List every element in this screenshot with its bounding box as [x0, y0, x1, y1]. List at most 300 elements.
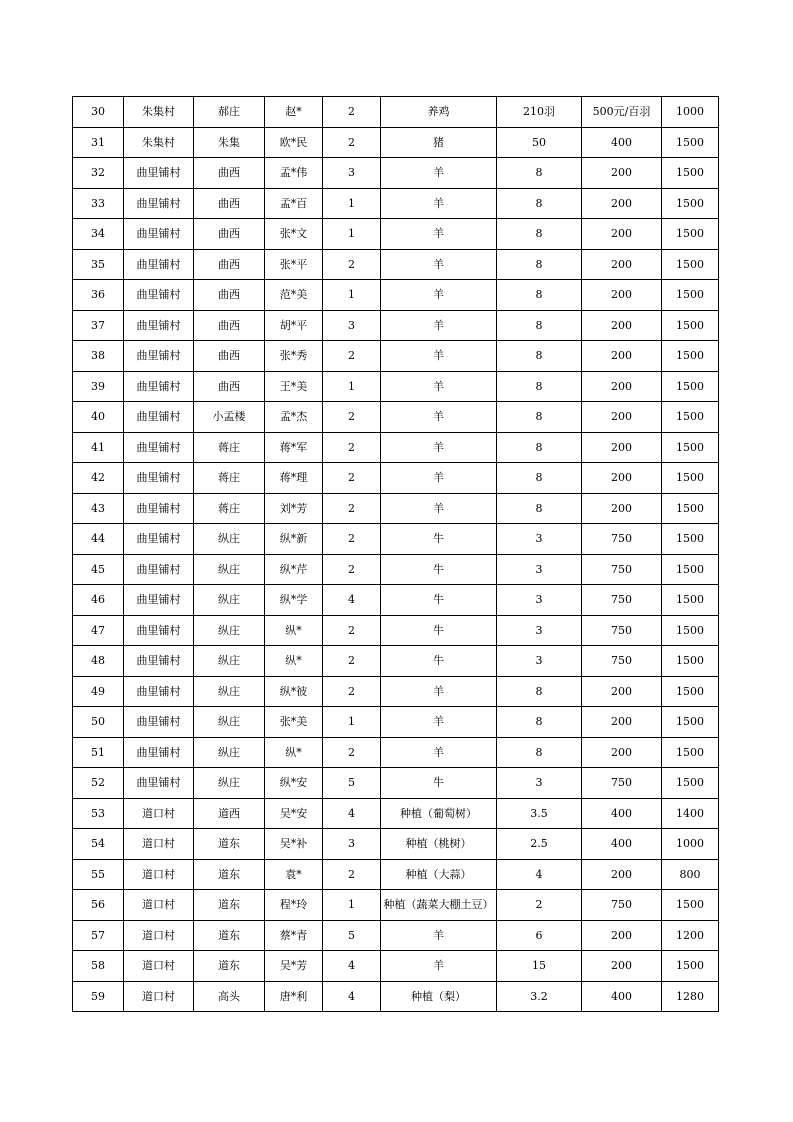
- cell-hamlet: 道西: [194, 798, 265, 829]
- cell-unit-price: 200: [582, 737, 662, 768]
- cell-household-size: 3: [323, 829, 381, 860]
- cell-quantity: 3: [497, 768, 582, 799]
- cell-unit-price: 200: [582, 371, 662, 402]
- cell-row-number: 49: [73, 676, 124, 707]
- cell-village: 曲里铺村: [124, 707, 194, 738]
- table-row: [73, 676, 719, 707]
- cell-quantity: 8: [497, 310, 582, 341]
- data-table: [72, 96, 719, 1012]
- cell-household-size: 2: [323, 646, 381, 677]
- cell-village: 曲里铺村: [124, 341, 194, 372]
- table-row: [73, 646, 719, 677]
- cell-row-number: 40: [73, 402, 124, 433]
- cell-unit-price: 750: [582, 585, 662, 616]
- cell-unit-price: 750: [582, 615, 662, 646]
- cell-household-size: 2: [323, 859, 381, 890]
- cell-person-name: 孟*伟: [265, 158, 323, 189]
- table-row: [73, 97, 719, 128]
- cell-industry-type: 牛: [381, 554, 497, 585]
- cell-row-number: 48: [73, 646, 124, 677]
- cell-industry-type: 羊: [381, 920, 497, 951]
- cell-hamlet: 道东: [194, 920, 265, 951]
- cell-row-number: 56: [73, 890, 124, 921]
- cell-quantity: 210羽: [497, 97, 582, 128]
- cell-village: 道口村: [124, 829, 194, 860]
- cell-village: 道口村: [124, 951, 194, 982]
- cell-industry-type: 羊: [381, 463, 497, 494]
- cell-amount: 1500: [662, 341, 719, 372]
- cell-industry-type: 羊: [381, 341, 497, 372]
- cell-hamlet: 朱集: [194, 127, 265, 158]
- cell-row-number: 52: [73, 768, 124, 799]
- cell-amount: 1500: [662, 768, 719, 799]
- cell-person-name: 欧*民: [265, 127, 323, 158]
- cell-unit-price: 200: [582, 951, 662, 982]
- cell-unit-price: 200: [582, 341, 662, 372]
- cell-amount: 1000: [662, 97, 719, 128]
- table-row: [73, 554, 719, 585]
- cell-industry-type: 羊: [381, 158, 497, 189]
- cell-quantity: 2: [497, 890, 582, 921]
- cell-hamlet: 曲西: [194, 219, 265, 250]
- cell-household-size: 1: [323, 219, 381, 250]
- cell-row-number: 37: [73, 310, 124, 341]
- cell-industry-type: 羊: [381, 280, 497, 311]
- cell-quantity: 3: [497, 554, 582, 585]
- table-row: [73, 951, 719, 982]
- cell-village: 曲里铺村: [124, 646, 194, 677]
- cell-household-size: 1: [323, 890, 381, 921]
- cell-quantity: 8: [497, 463, 582, 494]
- table-row: [73, 920, 719, 951]
- cell-unit-price: 200: [582, 158, 662, 189]
- cell-person-name: 吴*补: [265, 829, 323, 860]
- cell-row-number: 38: [73, 341, 124, 372]
- cell-household-size: 2: [323, 493, 381, 524]
- cell-industry-type: 羊: [381, 310, 497, 341]
- cell-quantity: 3: [497, 646, 582, 677]
- table-row: [73, 402, 719, 433]
- cell-village: 道口村: [124, 920, 194, 951]
- cell-village: 道口村: [124, 981, 194, 1012]
- cell-village: 朱集村: [124, 127, 194, 158]
- cell-quantity: 3.2: [497, 981, 582, 1012]
- cell-row-number: 39: [73, 371, 124, 402]
- cell-hamlet: 纵庄: [194, 585, 265, 616]
- cell-person-name: 范*美: [265, 280, 323, 311]
- table-row: [73, 707, 719, 738]
- cell-hamlet: 道东: [194, 859, 265, 890]
- cell-household-size: 5: [323, 920, 381, 951]
- table-row: [73, 432, 719, 463]
- cell-hamlet: 纵庄: [194, 524, 265, 555]
- cell-unit-price: 500元/百羽: [582, 97, 662, 128]
- cell-unit-price: 750: [582, 524, 662, 555]
- cell-amount: 1500: [662, 127, 719, 158]
- cell-industry-type: 羊: [381, 371, 497, 402]
- cell-person-name: 蔡*青: [265, 920, 323, 951]
- cell-household-size: 1: [323, 188, 381, 219]
- cell-person-name: 王*美: [265, 371, 323, 402]
- cell-amount: 1500: [662, 188, 719, 219]
- cell-row-number: 36: [73, 280, 124, 311]
- cell-unit-price: 200: [582, 249, 662, 280]
- cell-hamlet: 道东: [194, 951, 265, 982]
- cell-quantity: 8: [497, 280, 582, 311]
- cell-household-size: 2: [323, 341, 381, 372]
- cell-industry-type: 羊: [381, 493, 497, 524]
- cell-household-size: 2: [323, 737, 381, 768]
- cell-unit-price: 200: [582, 463, 662, 494]
- cell-hamlet: 曲西: [194, 158, 265, 189]
- cell-village: 曲里铺村: [124, 585, 194, 616]
- cell-industry-type: 种植（大蒜）: [381, 859, 497, 890]
- cell-amount: 1500: [662, 371, 719, 402]
- cell-village: 曲里铺村: [124, 737, 194, 768]
- cell-amount: 1280: [662, 981, 719, 1012]
- cell-unit-price: 750: [582, 646, 662, 677]
- cell-household-size: 2: [323, 402, 381, 433]
- cell-village: 道口村: [124, 859, 194, 890]
- cell-row-number: 41: [73, 432, 124, 463]
- table-row: [73, 768, 719, 799]
- cell-amount: 800: [662, 859, 719, 890]
- cell-quantity: 3: [497, 585, 582, 616]
- table-row: [73, 981, 719, 1012]
- cell-person-name: 纵*: [265, 646, 323, 677]
- cell-person-name: 孟*百: [265, 188, 323, 219]
- cell-person-name: 纵*: [265, 737, 323, 768]
- cell-village: 曲里铺村: [124, 371, 194, 402]
- cell-person-name: 张*美: [265, 707, 323, 738]
- cell-unit-price: 200: [582, 219, 662, 250]
- cell-unit-price: 400: [582, 829, 662, 860]
- cell-village: 曲里铺村: [124, 524, 194, 555]
- cell-row-number: 31: [73, 127, 124, 158]
- cell-village: 曲里铺村: [124, 280, 194, 311]
- cell-person-name: 张*文: [265, 219, 323, 250]
- cell-row-number: 46: [73, 585, 124, 616]
- cell-household-size: 2: [323, 676, 381, 707]
- cell-village: 曲里铺村: [124, 768, 194, 799]
- cell-household-size: 4: [323, 981, 381, 1012]
- cell-unit-price: 200: [582, 402, 662, 433]
- cell-hamlet: 纵庄: [194, 646, 265, 677]
- cell-person-name: 纵*安: [265, 768, 323, 799]
- cell-amount: 1500: [662, 890, 719, 921]
- cell-row-number: 32: [73, 158, 124, 189]
- table-row: [73, 859, 719, 890]
- cell-hamlet: 道东: [194, 890, 265, 921]
- cell-quantity: 8: [497, 219, 582, 250]
- cell-row-number: 43: [73, 493, 124, 524]
- cell-hamlet: 小孟楼: [194, 402, 265, 433]
- cell-amount: 1500: [662, 951, 719, 982]
- cell-row-number: 53: [73, 798, 124, 829]
- cell-household-size: 2: [323, 127, 381, 158]
- table-row: [73, 341, 719, 372]
- cell-village: 朱集村: [124, 97, 194, 128]
- cell-person-name: 吴*安: [265, 798, 323, 829]
- cell-hamlet: 蒋庄: [194, 493, 265, 524]
- cell-unit-price: 200: [582, 676, 662, 707]
- cell-hamlet: 曲西: [194, 310, 265, 341]
- cell-amount: 1500: [662, 707, 719, 738]
- cell-unit-price: 400: [582, 798, 662, 829]
- cell-village: 曲里铺村: [124, 493, 194, 524]
- cell-row-number: 35: [73, 249, 124, 280]
- table-row: [73, 371, 719, 402]
- cell-industry-type: 养鸡: [381, 97, 497, 128]
- cell-unit-price: 750: [582, 890, 662, 921]
- table-row: [73, 615, 719, 646]
- cell-quantity: 2.5: [497, 829, 582, 860]
- cell-hamlet: 纵庄: [194, 768, 265, 799]
- cell-industry-type: 羊: [381, 249, 497, 280]
- cell-household-size: 2: [323, 97, 381, 128]
- cell-person-name: 唐*利: [265, 981, 323, 1012]
- cell-industry-type: 羊: [381, 432, 497, 463]
- cell-person-name: 赵*: [265, 97, 323, 128]
- cell-unit-price: 200: [582, 859, 662, 890]
- cell-industry-type: 牛: [381, 615, 497, 646]
- cell-industry-type: 羊: [381, 402, 497, 433]
- table-row: [73, 158, 719, 189]
- cell-hamlet: 曲西: [194, 371, 265, 402]
- cell-amount: 1500: [662, 493, 719, 524]
- table-row: [73, 127, 719, 158]
- cell-quantity: 6: [497, 920, 582, 951]
- cell-person-name: 蒋*理: [265, 463, 323, 494]
- cell-amount: 1500: [662, 310, 719, 341]
- table-row: [73, 585, 719, 616]
- cell-quantity: 50: [497, 127, 582, 158]
- cell-industry-type: 牛: [381, 585, 497, 616]
- cell-amount: 1500: [662, 249, 719, 280]
- table-body: [73, 97, 719, 1012]
- cell-industry-type: 羊: [381, 676, 497, 707]
- table-row: [73, 463, 719, 494]
- cell-person-name: 胡*平: [265, 310, 323, 341]
- cell-industry-type: 种植（葡萄树）: [381, 798, 497, 829]
- table-row: [73, 737, 719, 768]
- cell-person-name: 纵*彼: [265, 676, 323, 707]
- cell-unit-price: 200: [582, 707, 662, 738]
- cell-amount: 1500: [662, 432, 719, 463]
- table-row: [73, 798, 719, 829]
- cell-amount: 1500: [662, 280, 719, 311]
- cell-hamlet: 曲西: [194, 188, 265, 219]
- cell-unit-price: 750: [582, 554, 662, 585]
- cell-industry-type: 种植（桃树）: [381, 829, 497, 860]
- cell-amount: 1500: [662, 646, 719, 677]
- cell-unit-price: 200: [582, 432, 662, 463]
- table-row: [73, 524, 719, 555]
- cell-amount: 1500: [662, 585, 719, 616]
- cell-row-number: 42: [73, 463, 124, 494]
- cell-row-number: 34: [73, 219, 124, 250]
- cell-hamlet: 郝庄: [194, 97, 265, 128]
- cell-village: 曲里铺村: [124, 615, 194, 646]
- cell-industry-type: 羊: [381, 219, 497, 250]
- cell-amount: 1000: [662, 829, 719, 860]
- cell-quantity: 8: [497, 676, 582, 707]
- cell-quantity: 8: [497, 402, 582, 433]
- cell-village: 曲里铺村: [124, 463, 194, 494]
- cell-hamlet: 蒋庄: [194, 463, 265, 494]
- cell-amount: 1500: [662, 463, 719, 494]
- cell-person-name: 纵*芹: [265, 554, 323, 585]
- cell-person-name: 吴*芳: [265, 951, 323, 982]
- cell-household-size: 2: [323, 249, 381, 280]
- table-row: [73, 890, 719, 921]
- cell-village: 曲里铺村: [124, 219, 194, 250]
- cell-household-size: 2: [323, 432, 381, 463]
- cell-amount: 1500: [662, 676, 719, 707]
- cell-unit-price: 200: [582, 310, 662, 341]
- cell-industry-type: 猪: [381, 127, 497, 158]
- cell-hamlet: 纵庄: [194, 737, 265, 768]
- cell-hamlet: 纵庄: [194, 707, 265, 738]
- cell-quantity: 3: [497, 524, 582, 555]
- cell-village: 道口村: [124, 798, 194, 829]
- cell-quantity: 4: [497, 859, 582, 890]
- cell-village: 曲里铺村: [124, 188, 194, 219]
- cell-row-number: 30: [73, 97, 124, 128]
- cell-unit-price: 200: [582, 920, 662, 951]
- cell-unit-price: 400: [582, 127, 662, 158]
- cell-industry-type: 羊: [381, 707, 497, 738]
- cell-hamlet: 曲西: [194, 249, 265, 280]
- cell-amount: 1400: [662, 798, 719, 829]
- cell-quantity: 8: [497, 371, 582, 402]
- cell-industry-type: 羊: [381, 188, 497, 219]
- table-row: [73, 249, 719, 280]
- table-row: [73, 280, 719, 311]
- cell-person-name: 纵*新: [265, 524, 323, 555]
- cell-hamlet: 曲西: [194, 280, 265, 311]
- cell-household-size: 2: [323, 463, 381, 494]
- cell-unit-price: 200: [582, 188, 662, 219]
- cell-quantity: 8: [497, 707, 582, 738]
- cell-person-name: 孟*杰: [265, 402, 323, 433]
- table-row: [73, 188, 719, 219]
- cell-industry-type: 牛: [381, 646, 497, 677]
- cell-industry-type: 羊: [381, 737, 497, 768]
- cell-village: 曲里铺村: [124, 310, 194, 341]
- cell-quantity: 8: [497, 493, 582, 524]
- cell-person-name: 张*秀: [265, 341, 323, 372]
- cell-industry-type: 牛: [381, 768, 497, 799]
- cell-hamlet: 高头: [194, 981, 265, 1012]
- cell-person-name: 程*玲: [265, 890, 323, 921]
- cell-hamlet: 纵庄: [194, 615, 265, 646]
- cell-household-size: 1: [323, 707, 381, 738]
- cell-unit-price: 400: [582, 981, 662, 1012]
- cell-person-name: 蒋*军: [265, 432, 323, 463]
- cell-amount: 1500: [662, 615, 719, 646]
- table-row: [73, 310, 719, 341]
- cell-household-size: 2: [323, 554, 381, 585]
- table-row: [73, 829, 719, 860]
- cell-amount: 1500: [662, 158, 719, 189]
- cell-row-number: 44: [73, 524, 124, 555]
- cell-quantity: 8: [497, 249, 582, 280]
- cell-row-number: 58: [73, 951, 124, 982]
- cell-village: 道口村: [124, 890, 194, 921]
- cell-village: 曲里铺村: [124, 676, 194, 707]
- cell-quantity: 15: [497, 951, 582, 982]
- cell-person-name: 张*平: [265, 249, 323, 280]
- cell-row-number: 57: [73, 920, 124, 951]
- cell-amount: 1500: [662, 402, 719, 433]
- cell-person-name: 纵*: [265, 615, 323, 646]
- cell-household-size: 2: [323, 615, 381, 646]
- cell-row-number: 59: [73, 981, 124, 1012]
- cell-quantity: 8: [497, 158, 582, 189]
- cell-household-size: 5: [323, 768, 381, 799]
- cell-row-number: 47: [73, 615, 124, 646]
- cell-industry-type: 羊: [381, 951, 497, 982]
- cell-village: 曲里铺村: [124, 402, 194, 433]
- cell-industry-type: 种植（梨）: [381, 981, 497, 1012]
- cell-hamlet: 纵庄: [194, 676, 265, 707]
- cell-row-number: 54: [73, 829, 124, 860]
- cell-row-number: 50: [73, 707, 124, 738]
- cell-household-size: 1: [323, 280, 381, 311]
- cell-quantity: 8: [497, 432, 582, 463]
- cell-household-size: 4: [323, 585, 381, 616]
- cell-village: 曲里铺村: [124, 554, 194, 585]
- cell-unit-price: 200: [582, 280, 662, 311]
- cell-household-size: 2: [323, 524, 381, 555]
- cell-row-number: 55: [73, 859, 124, 890]
- cell-village: 曲里铺村: [124, 249, 194, 280]
- cell-village: 曲里铺村: [124, 432, 194, 463]
- cell-amount: 1500: [662, 219, 719, 250]
- cell-industry-type: 种植（蔬菜大棚土豆）: [381, 890, 497, 921]
- cell-unit-price: 750: [582, 768, 662, 799]
- cell-row-number: 45: [73, 554, 124, 585]
- cell-village: 曲里铺村: [124, 158, 194, 189]
- cell-amount: 1500: [662, 524, 719, 555]
- table-row: [73, 493, 719, 524]
- cell-hamlet: 纵庄: [194, 554, 265, 585]
- cell-row-number: 33: [73, 188, 124, 219]
- cell-household-size: 3: [323, 158, 381, 189]
- cell-hamlet: 蒋庄: [194, 432, 265, 463]
- cell-household-size: 3: [323, 310, 381, 341]
- cell-row-number: 51: [73, 737, 124, 768]
- cell-household-size: 4: [323, 798, 381, 829]
- cell-hamlet: 道东: [194, 829, 265, 860]
- cell-unit-price: 200: [582, 493, 662, 524]
- cell-household-size: 4: [323, 951, 381, 982]
- cell-quantity: 8: [497, 737, 582, 768]
- cell-person-name: 纵*学: [265, 585, 323, 616]
- cell-quantity: 8: [497, 341, 582, 372]
- cell-amount: 1500: [662, 737, 719, 768]
- cell-person-name: 刘*芳: [265, 493, 323, 524]
- cell-person-name: 袁*: [265, 859, 323, 890]
- cell-quantity: 3.5: [497, 798, 582, 829]
- cell-quantity: 8: [497, 188, 582, 219]
- cell-quantity: 3: [497, 615, 582, 646]
- cell-hamlet: 曲西: [194, 341, 265, 372]
- table-row: [73, 219, 719, 250]
- cell-household-size: 1: [323, 371, 381, 402]
- cell-amount: 1200: [662, 920, 719, 951]
